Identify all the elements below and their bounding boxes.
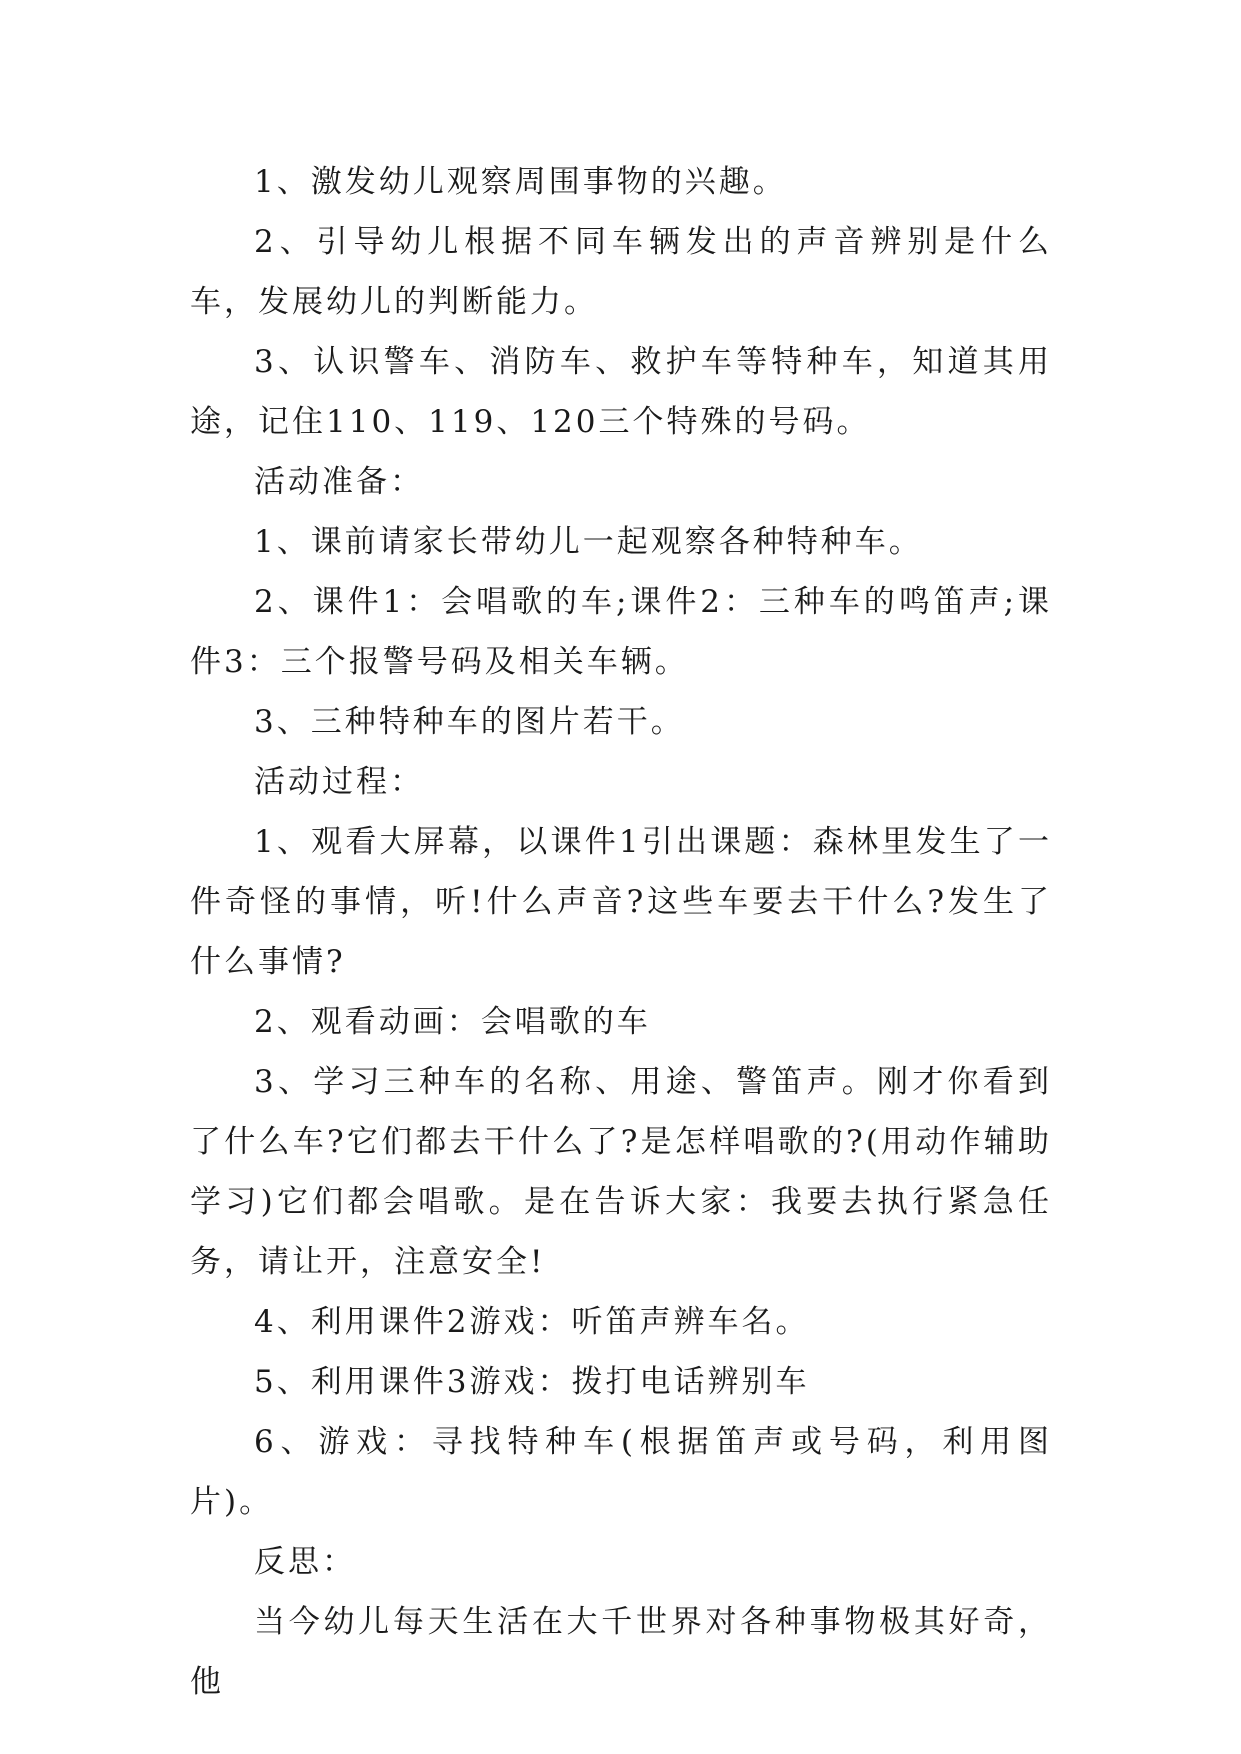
document-body <box>190 152 1052 1712</box>
paragraph-goal-3: 3、认识警车、消防车、救护车等特种车，知道其用途，记住110、119、120三个特殊的号码。 <box>190 344 1052 440</box>
heading-reflection: 反思： <box>254 1544 356 1580</box>
paragraph-process-6: 6、游戏：寻找特种车(根据笛声或号码，利用图片)。 <box>190 1424 1052 1520</box>
paragraph-process-5: 5、利用课件3游戏：拨打电话辨别车 <box>254 1364 810 1400</box>
paragraph-prep-1: 1、课前请家长带幼儿一起观察各种特种车。 <box>254 524 923 560</box>
paragraph-prep-3: 3、三种特种车的图片若干。 <box>254 704 685 740</box>
paragraph-reflection-1: 当今幼儿每天生活在大千世界对各种事物极其好奇，他 <box>190 1604 1052 1700</box>
paragraph-goal-2: 2、引导幼儿根据不同车辆发出的声音辨别是什么车，发展幼儿的判断能力。 <box>190 224 1052 320</box>
paragraph-prep-2: 2、课件1：会唱歌的车;课件2：三种车的鸣笛声;课件3：三个报警号码及相关车辆。 <box>190 584 1052 680</box>
paragraph-process-2: 2、观看动画：会唱歌的车 <box>254 1004 651 1040</box>
heading-process: 活动过程： <box>254 764 424 800</box>
paragraph-process-1: 1、观看大屏幕，以课件1引出课题：森林里发生了一件奇怪的事情，听!什么声音?这些车要去干什么?发生了什么事情? <box>190 824 1052 980</box>
heading-preparation: 活动准备： <box>254 464 424 500</box>
paragraph-process-3: 3、学习三种车的名称、用途、警笛声。刚才你看到了什么车?它们都去干什么了?是怎样唱歌的?(用动作辅助学习)它们都会唱歌。是在告诉大家：我要去执行紧急任务，请让开，注意安全! <box>190 1064 1052 1280</box>
paragraph-process-4: 4、利用课件2游戏：听笛声辨车名。 <box>254 1304 810 1340</box>
paragraph-goal-1: 1、激发幼儿观察周围事物的兴趣。 <box>254 164 787 200</box>
